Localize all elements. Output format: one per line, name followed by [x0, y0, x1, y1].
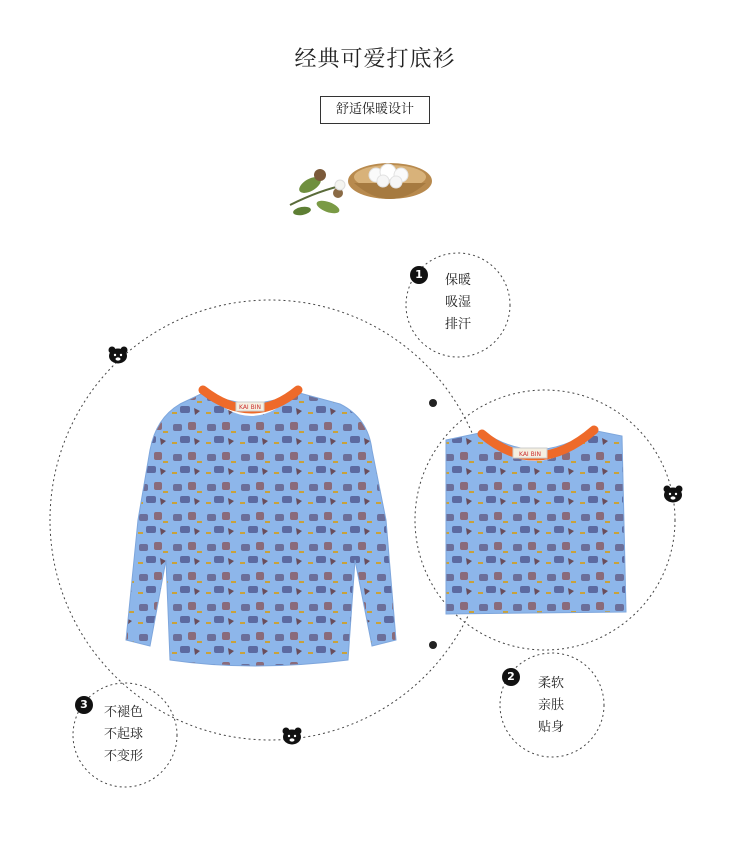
bear-icon: [283, 728, 302, 745]
feature-line: 吸湿: [445, 295, 472, 310]
bear-icon: [664, 486, 683, 503]
junction-dot-bottom: [429, 641, 437, 649]
subtitle-badge: 舒适保暖设计: [320, 96, 430, 124]
long-sleeve-shirt-image: [126, 390, 396, 666]
number-badge-3-label: 3: [80, 698, 88, 711]
feature-text-1: [445, 270, 471, 336]
number-badge-1-label: 1: [415, 268, 423, 281]
number-badge-2-label: 2: [507, 670, 515, 683]
feature-line: 贴身: [538, 720, 565, 735]
page-title: 经典可爱打底衫: [294, 47, 456, 72]
feature-line: 不起球: [104, 727, 144, 742]
feature-line: 排汗: [445, 317, 472, 332]
folded-tag-label: KAI BIN: [519, 451, 541, 458]
feature-line: 保暖: [445, 273, 472, 288]
feature-line: 柔软: [538, 676, 565, 691]
feature-line: 不褪色: [104, 705, 144, 720]
folded-shirt-image: [446, 430, 626, 614]
shirt-tag-label: KAI BIN: [239, 404, 261, 411]
feature-text-2: [538, 673, 564, 739]
feature-line: 不变形: [104, 749, 144, 764]
feature-line: 亲肤: [538, 698, 565, 713]
feature-text-3: [104, 702, 143, 768]
bear-icon: [109, 347, 128, 364]
junction-dot-top: [429, 399, 437, 407]
